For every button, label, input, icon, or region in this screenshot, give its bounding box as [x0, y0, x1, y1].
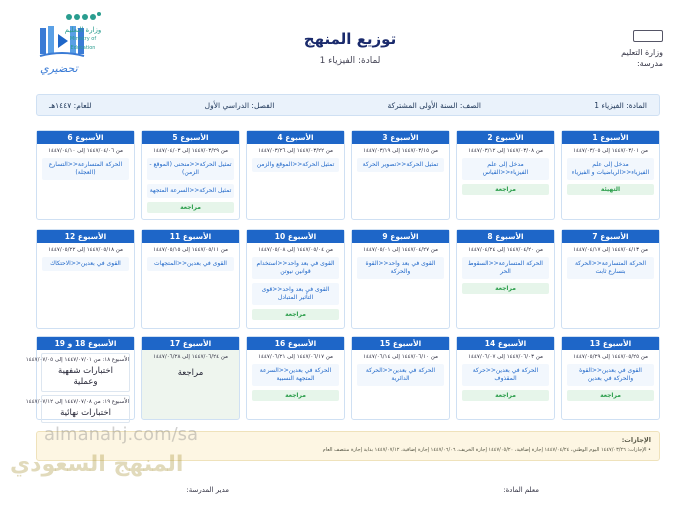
week-topic: مدخل إلى علم الفيزياء<<القياس — [462, 158, 549, 180]
week-title: الأسبوع 18 و 19 — [37, 337, 134, 350]
week-card — [141, 336, 240, 420]
week-title: الأسبوع 3 — [352, 131, 449, 144]
review-badge: مراجعة — [147, 202, 234, 213]
ministry-block-right — [543, 30, 663, 69]
week-title: الأسبوع 2 — [457, 131, 554, 144]
week-title: الأسبوع 13 — [562, 337, 659, 350]
week-date: من ١٤٤٧/٠٤/٢٠ إلى ١٤٤٧/٠٤/٢٤ — [468, 247, 543, 253]
info-term: الفصل: الدراسي الأول — [204, 100, 275, 110]
week-title: الأسبوع 5 — [142, 131, 239, 144]
week-date: من ١٤٤٧/٠٥/٢٥ إلى ١٤٤٧/٠٥/٢٩ — [573, 354, 648, 360]
week-row — [36, 130, 660, 220]
week-topic: تمثيل الحركة<<الموقع والزمن — [252, 158, 339, 172]
info-bar — [36, 94, 660, 116]
week-card — [456, 336, 555, 420]
week-topic: القوى في بعدين<<المتجهات — [147, 257, 234, 271]
review-badge: مراجعة — [462, 283, 549, 294]
week-date: من ١٤٤٧/٠٣/٠١ إلى ١٤٤٧/٠٣/٠٥ — [573, 148, 648, 154]
week-topic: الحركة المتسارعة<<التسارع (العجلة) — [42, 158, 129, 180]
holidays-body: • الإجازات: ١٤٤٧/٠٣/٢٦ اليوم الوطني، ١٤٤٧/٠٤/٢٤ إجازة إضافية، ١٤٤٧/٠٥/٢٠ إجازة الخريف، ١٤٤٧/٠٦/٠٦ إجازة إضافية، ١٤٤٧/٠٧/١٢ بداية إجازة منتصف العام — [322, 447, 651, 453]
week-title: الأسبوع 10 — [247, 230, 344, 243]
week-date: من ١٤٤٧/٠٣/٢٩ إلى ١٤٤٧/٠٤/٠٣ — [153, 148, 228, 154]
exam-label: اختبارات نهائية — [60, 408, 111, 418]
week-card — [456, 229, 555, 329]
week-topic: القوى في بعد واحد<<قوى التأثير المتبادل — [252, 283, 339, 305]
info-subject: المادة: الفيزياء 1 — [594, 100, 647, 110]
week-card — [141, 229, 240, 329]
week-title: الأسبوع 16 — [247, 337, 344, 350]
week-card — [141, 130, 240, 220]
week-card — [246, 336, 345, 420]
week-card — [351, 130, 450, 220]
week-card — [246, 130, 345, 220]
title-block — [260, 30, 440, 66]
week-topic: الحركة في بعدين<<حركة المقذوف — [462, 364, 549, 386]
brand-name: تحضيري — [40, 62, 78, 75]
school-label: مدرسة: — [636, 59, 663, 68]
exam-block — [25, 353, 130, 392]
week-topic: الحركة المتسارعة<<السقوط الحر — [462, 257, 549, 279]
week-title: الأسبوع 8 — [457, 230, 554, 243]
week-date: من ١٤٤٧/٠٣/٠٨ إلى ١٤٤٧/٠٣/١٢ — [468, 148, 543, 154]
review-badge: مراجعة — [462, 184, 549, 195]
exam-date: الأسبوع ١٨: من ١٤٤٧/٠٧/٠١ إلى ١٤٤٧/٠٧/٠٥ — [25, 357, 129, 363]
week-title: الأسبوع 7 — [562, 230, 659, 243]
week-title: الأسبوع 14 — [457, 337, 554, 350]
page-title: توزيع المنهج — [303, 30, 397, 48]
week-title: الأسبوع 17 — [142, 337, 239, 350]
week-row — [36, 229, 660, 329]
week-date: من ١٤٤٧/٠٥/١١ إلى ١٤٤٧/٠٥/١٥ — [153, 247, 228, 253]
week-topic: الحركة في بعدين<<السرعة المتجهة النسبية — [252, 364, 339, 386]
week-card — [456, 130, 555, 220]
week-topic: الحركة في بعدين<<الحركة الدائرية — [357, 364, 444, 386]
ministry-logo-icon — [63, 10, 103, 24]
week-topic: مدخل إلى علم الفيزياء<<الرياضيات و الفيزياء — [567, 158, 654, 180]
week-title: الأسبوع 12 — [37, 230, 134, 243]
ministry-name-left: وزارة التعليم — [64, 26, 102, 34]
week-card — [36, 130, 135, 220]
review-badge: مراجعة — [462, 390, 549, 401]
ministry-name-en: Ministry of Education — [69, 36, 97, 51]
week-date: من ١٤٤٧/٠٣/١٥ إلى ١٤٤٧/٠٣/١٩ — [363, 148, 438, 154]
week-date: من ١٤٤٧/٠٤/٠٦ إلى ١٤٤٧/٠٤/١٠ — [48, 148, 123, 154]
week-card — [561, 336, 660, 420]
principal-signature: مدير المدرسة: — [186, 486, 229, 494]
week-topic: القوى في بعدين<<القوة والحركة في بعدين — [567, 364, 654, 386]
page-subtitle: لمادة: الفيزياء 1 — [319, 56, 381, 66]
info-grade: الصف: السنة الأولى المشتركة — [387, 100, 482, 110]
ministry-emblem-icon — [633, 30, 663, 42]
week-title: الأسبوع 11 — [142, 230, 239, 243]
review-badge: مراجعة — [252, 390, 339, 401]
week-title: الأسبوع 6 — [37, 131, 134, 144]
week-row — [25, 336, 660, 420]
week-topic: القوى في بعدين<<الاحتكاك — [42, 257, 129, 271]
exam-block — [25, 395, 130, 423]
review-badge: التهيئة — [567, 184, 654, 195]
week-topic: القوى في بعد واحد<<استخدام قوانين نيوتن — [252, 257, 339, 279]
week-topic: القوى في بعد واحد<<القوة والحركة — [357, 257, 444, 279]
week-topic: الحركة المتسارعة<<الحركة بتسارع ثابت — [567, 257, 654, 279]
week-date: من ١٤٤٧/٠٤/١٣ إلى ١٤٤٧/٠٤/١٧ — [573, 247, 648, 253]
week-title: الأسبوع 4 — [247, 131, 344, 144]
week-date: من ١٤٤٧/٠٥/١٨ إلى ١٤٤٧/٠٥/٢٢ — [48, 247, 123, 253]
week-card — [246, 229, 345, 329]
review-badge: مراجعة — [567, 390, 654, 401]
week-topic: تمثيل الحركة<<السرعة المتجهة — [147, 184, 234, 198]
teacher-signature: معلم المادة: — [503, 486, 539, 494]
watermark-brand: المنهج السعودي — [10, 452, 184, 477]
week-card — [351, 229, 450, 329]
watermark-site: almanahj.com/sa — [44, 424, 199, 445]
week-date: من ١٤٤٧/٠٥/٠٤ إلى ١٤٤٧/٠٥/٠٨ — [258, 247, 333, 253]
week-card — [25, 336, 135, 420]
header — [0, 0, 699, 88]
week-title: الأسبوع 15 — [352, 337, 449, 350]
holidays-title: الإجازات: — [621, 436, 651, 444]
week-date: من ١٤٤٧/٠٦/٢٤ إلى ١٤٤٧/٠٦/٢٨ — [153, 354, 228, 360]
week-date: من ١٤٤٧/٠٣/٢٢ إلى ١٤٤٧/٠٣/٢٦ — [258, 148, 333, 154]
info-year: للعام: ١٤٤٧هـ — [49, 100, 92, 110]
week-title: الأسبوع 1 — [562, 131, 659, 144]
exam-label: اختبارات شفهية وعملية — [58, 366, 113, 387]
week-topic: تمثيل الحركة<<منحنى (الموقع - الزمن) — [147, 158, 234, 180]
week-big-label: مراجعة — [177, 368, 204, 378]
week-card — [351, 336, 450, 420]
ministry-block-left — [58, 10, 108, 53]
review-badge: مراجعة — [252, 309, 339, 320]
week-date: من ١٤٤٧/٠٦/٠٣ إلى ١٤٤٧/٠٦/٠٧ — [468, 354, 543, 360]
week-title: الأسبوع 9 — [352, 230, 449, 243]
week-card — [561, 130, 660, 220]
ministry-name: وزارة التعليم — [621, 48, 663, 57]
week-date: من ١٤٤٧/٠٦/١٧ إلى ١٤٤٧/٠٦/٢١ — [258, 354, 333, 360]
week-topic: تمثيل الحركة<<تصوير الحركة — [357, 158, 444, 172]
week-card — [36, 229, 135, 329]
week-card — [561, 229, 660, 329]
week-date: من ١٤٤٧/٠٤/٢٧ إلى ١٤٤٧/٠٥/٠١ — [363, 247, 438, 253]
exam-date: الأسبوع ١٩: من ١٤٤٧/٠٧/٠٨ إلى ١٤٤٧/٠٧/١٢ — [25, 399, 129, 405]
week-date: من ١٤٤٧/٠٦/١٠ إلى ١٤٤٧/٠٦/١٤ — [363, 354, 438, 360]
